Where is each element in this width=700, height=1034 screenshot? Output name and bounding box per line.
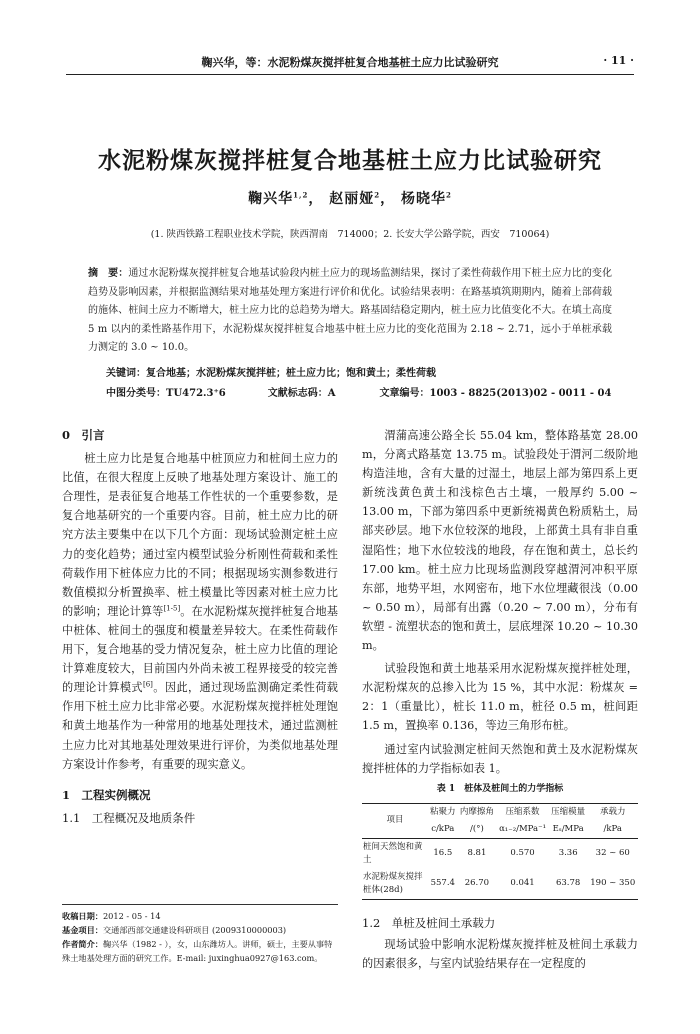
section-heading-project: 1 工程实例概况 xyxy=(62,787,151,802)
table-cell: 63.78 xyxy=(549,869,588,900)
paper-title: 水泥粉煤灰搅拌桩复合地基桩土应力比试验研究 xyxy=(98,147,602,174)
author-list xyxy=(0,188,700,208)
table-header: 压缩系数 xyxy=(496,803,549,821)
running-header-title: 鞠兴华，等：水泥粉煤灰搅拌桩复合地基桩土应力比试验研究 xyxy=(201,56,499,69)
table-cell: 32 ~ 60 xyxy=(595,848,630,859)
keywords xyxy=(106,364,612,379)
author-name: 鞠兴华 xyxy=(248,191,294,207)
table-cell: 16.5 xyxy=(433,848,453,859)
header-rule xyxy=(66,74,634,75)
geology-paragraph: 渭蒲高速公路全长 55.04 km，整体路基宽 28.00 m，分离式路基宽 13.75 m。试验段处于渭河二级阶地构造洼地，含有大量的过湿土，地层上部为第四系上更新统浅黄色黄土和浅棕色古土壤，一般厚约 5.00 ~ 13.00 m，下部为第四系中更新统褐黄色粉质粘土，局部夹砂层。地下水位较深的地段，上部黄土具有非自重湿陷性；地下水位较浅的地段，存在饱和黄土，总长约 17.00 km。桩土应力比现场监测段穿越渭河冲积平原东部，地势平坦，水网密布，地下水位埋藏很浅（0.00 ~ 0.50 m），局部有出露（0.20 ~ 7.00 m），分布有软塑 - 流塑状态的饱和黄土，层底埋深 10.20 ~ 10.30 m。 xyxy=(362,429,638,653)
subsection-heading-capacity: 1.2 单桩及桩间土承载力 xyxy=(362,915,496,930)
bio-label: 作者简介： xyxy=(62,939,103,949)
table-header-unit: /kPa xyxy=(588,821,639,839)
received-date xyxy=(62,909,338,923)
right-column xyxy=(362,426,638,973)
table-header-unit: α₁₋₂/MPa⁻¹ xyxy=(496,821,549,839)
table-header-unit: Eₛ/MPa xyxy=(549,821,588,839)
author-bio xyxy=(62,937,338,965)
table-header-item: 项目 xyxy=(362,803,428,838)
table-row xyxy=(362,838,638,869)
author-affil-mark: 1,2 xyxy=(293,190,309,200)
author-affil-mark: 2 xyxy=(445,190,452,200)
intro-text-a: 桩土应力比是复合地基中桩顶应力和桩间土应力的比值，在很大程度上反映了地基处理方案设计、施工的合理性，是表征复合地基工作性状的一个重要参数，是复合地基研究的一个重要内容。目前，桩土应力比的研究方法主要集中在以下几个方面：现场试验测定桩土应力的变化趋势；通过室内模型试验分析刚性荷载和柔性荷载作用下桩体应力比的不同；根据现场实测参数进行数值模拟分析置换率、桩土模量比等因素对桩土应力比的影响；理论计算等 xyxy=(62,452,338,618)
article-label: 文章编号： xyxy=(379,388,430,399)
section-heading-intro: 0 引言 xyxy=(62,428,105,442)
table-cell: 26.70 xyxy=(458,869,497,900)
clc-label: 中图分类号： xyxy=(106,388,166,399)
left-column xyxy=(62,426,338,828)
author-separator: ， xyxy=(308,191,324,207)
intro-paragraph xyxy=(62,449,338,774)
table-header-unit: /(°) xyxy=(458,821,497,839)
intro-text-b: 。在水泥粉煤灰搅拌桩复合地基中桩体、桩间土的强度和模量差异较大。在柔性荷载作用下，复合地基的受力情况复杂，桩土应力比值的理论计算难度较大，目前国内外尚未被工程界接受的较完善的理论计算模式 xyxy=(62,604,338,695)
subsection-heading-geology: 1.1 工程概况及地质条件 xyxy=(62,810,196,825)
table-cell: 0.041 xyxy=(496,869,549,900)
table-cell: 桩间天然饱和黄土 xyxy=(363,841,423,865)
table-cell: 8.81 xyxy=(467,848,487,859)
table-header: 承载力 xyxy=(588,803,639,821)
article-number: 1003 - 8825(2013)02 - 0011 - 04 xyxy=(429,388,612,399)
table-cell: 0.570 xyxy=(510,848,535,859)
keywords-label: 关键词： xyxy=(106,368,146,379)
table-cell: 557.4 xyxy=(428,869,458,900)
author-separator: ， xyxy=(380,191,396,207)
footnote-rule xyxy=(62,904,338,905)
classification-line xyxy=(106,384,612,399)
fund-label: 基金项目： xyxy=(62,925,103,935)
author-affil-mark: 2 xyxy=(374,190,381,200)
received-value: 2012 - 05 - 14 xyxy=(102,911,161,921)
intro-text-c: 。因此，通过现场监测确定柔性荷载作用下桩土应力比非常必要。水泥粉煤灰搅拌桩处理饱和黄土地基作为一种常用的地基处理技术，通过监测桩土应力比对其地基处理效果进行评价，为类似地基处理方案设计作参考，有重要的现实意义。 xyxy=(62,681,338,771)
affiliation: (1. 陕西铁路工程职业技术学院，陕西渭南 714000；2. 长安大学公路学院，西安 710064) xyxy=(150,229,550,240)
doc-code: A xyxy=(327,388,336,399)
citation: [6] xyxy=(142,680,153,689)
running-header xyxy=(66,54,634,72)
keywords-text: 复合地基；水泥粉煤灰搅拌桩；桩土应力比；饱和黄土；柔性荷载 xyxy=(146,368,436,379)
author-name: 赵丽娅 xyxy=(329,191,375,207)
table-header-row xyxy=(362,803,638,821)
abstract xyxy=(88,265,612,358)
treatment-paragraph: 试验段饱和黄土地基采用水泥粉煤灰搅拌桩处理，水泥粉煤灰的总掺入比为 15 %，其中水泥：粉煤灰 = 2：1（重量比），桩长 11.0 m，桩径 0.5 m，桩间距 1.5 m，置换率 0.136，等边三角形布桩。 xyxy=(362,662,638,733)
author-name: 杨晓华 xyxy=(400,191,446,207)
page-number: · 11 · xyxy=(603,54,634,67)
fund-info xyxy=(62,923,338,937)
fund-value: 交通部西部交通建设科研项目 (2009310000003) xyxy=(102,925,287,935)
doc-label: 文献标志码： xyxy=(267,388,328,399)
table-header: 压缩模量 xyxy=(549,803,588,821)
capacity-paragraph: 现场试验中影响水泥粉煤灰搅拌桩及桩间土承载力的因素很多，与室内试验结果存在一定程度的 xyxy=(362,937,638,970)
table-header-unit: c/kPa xyxy=(428,821,458,839)
table-header: 内摩擦角 xyxy=(458,803,497,821)
bio-value: 鞠兴华（1982 - ），女，山东潍坊人。讲师，硕士，主要从事特殊土地基处理方面的研究工作。E-mail: juxinghua0927@163.com。 xyxy=(62,939,333,963)
mechanics-table xyxy=(362,803,638,900)
table-intro-paragraph: 通过室内试验测定桩间天然饱和黄土及水泥粉煤灰搅拌桩体的力学指标如表 1。 xyxy=(362,742,638,775)
table-caption: 表 1 桩体及桩间土的力学指标 xyxy=(436,783,564,794)
table-cell: 190 ~ 350 xyxy=(588,869,639,900)
abstract-text: 通过水泥粉煤灰搅拌桩复合地基试验段内桩土应力的现场监测结果，探讨了柔性荷载作用下桩土应力比的变化趋势及影响因素，并根据监测结果对地基处理方案进行评价和优化。试验结果表明：在路基填筑期期内，随着上部荷载的施体、桩间土应力不断增大，桩土应力比的总趋势为增大。路基固结稳定期内，桩土应力比值变化不大。在填土高度 5 m 以内的柔性路基作用下，水泥粉煤灰搅拌桩复合地基中桩土应力比的变化范围为 2.18 ~ 2.71，远小于单桩承载力测定的 3.0 ~ 10.0。 xyxy=(88,268,613,353)
table-header: 粘聚力 xyxy=(428,803,458,821)
table-cell: 3.36 xyxy=(558,848,578,859)
abstract-label: 摘 要： xyxy=(88,268,129,279)
table-cell: 水泥粉煤灰搅拌桩体(28d) xyxy=(362,869,428,900)
received-label: 收稿日期： xyxy=(62,911,103,921)
clc-code: TU472.3⁺6 xyxy=(166,388,226,399)
footnote xyxy=(62,909,338,965)
citation: [1-5] xyxy=(163,604,181,613)
table-row xyxy=(362,869,638,900)
